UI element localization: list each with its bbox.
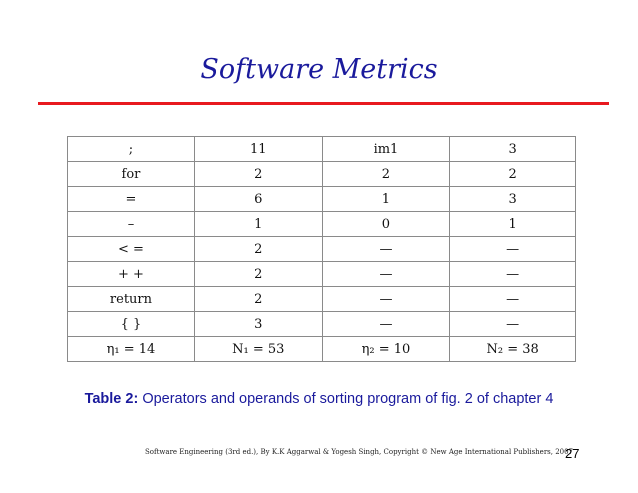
table-cell: + + (68, 262, 195, 287)
table-cell: return (68, 287, 195, 312)
operators-operands-table (67, 136, 576, 362)
table-cell: — (322, 262, 450, 287)
table-cell: 0 (322, 212, 450, 237)
table-cell: 2 (322, 162, 450, 187)
table-summary-row (68, 337, 576, 362)
table-cell: – (68, 212, 195, 237)
caption-text: Operators and operands of sorting program of fig. 2 of chapter 4 (138, 391, 554, 407)
table-cell: 2 (194, 237, 322, 262)
table-cell: N₂ = 38 (450, 337, 576, 362)
table-cell: — (322, 287, 450, 312)
table-cell: 1 (194, 212, 322, 237)
table-cell: η₁ = 14 (68, 337, 195, 362)
table-row (68, 237, 576, 262)
table-cell: im1 (322, 137, 450, 162)
table-cell: η₂ = 10 (322, 337, 450, 362)
table-cell: — (450, 262, 576, 287)
table-cell: ; (68, 137, 195, 162)
table-row (68, 187, 576, 212)
table-cell: 1 (450, 212, 576, 237)
table-cell: — (450, 237, 576, 262)
table-cell: = (68, 187, 195, 212)
table-cell: < = (68, 237, 195, 262)
title-divider (38, 102, 609, 105)
table-cell: 2 (194, 287, 322, 312)
table-cell: { } (68, 312, 195, 337)
table-cell: 3 (450, 137, 576, 162)
table-cell: for (68, 162, 195, 187)
table-row (68, 162, 576, 187)
table-cell: N₁ = 53 (194, 337, 322, 362)
table-cell: 6 (194, 187, 322, 212)
table-cell: — (450, 287, 576, 312)
page-number: 27 (565, 446, 580, 461)
table-cell: — (450, 312, 576, 337)
caption-label: Table 2: (84, 391, 139, 407)
table-row (68, 287, 576, 312)
table-row (68, 137, 576, 162)
table-cell: 3 (194, 312, 322, 337)
table-row (68, 262, 576, 287)
footer-credit: Software Engineering (3rd ed.), By K.K Aggarwal & Yogesh Singh, Copyright © New Age International Publishers, 2007 (145, 448, 574, 456)
table-cell: 11 (194, 137, 322, 162)
table-row (68, 312, 576, 337)
table-cell: 3 (450, 187, 576, 212)
table-cell: 2 (194, 262, 322, 287)
slide-title: Software Metrics (200, 54, 438, 85)
table-cell: — (322, 312, 450, 337)
table-row (68, 212, 576, 237)
table-cell: 2 (450, 162, 576, 187)
table-cell: — (322, 237, 450, 262)
table-cell: 1 (322, 187, 450, 212)
table-cell: 2 (194, 162, 322, 187)
table-caption (0, 391, 638, 407)
